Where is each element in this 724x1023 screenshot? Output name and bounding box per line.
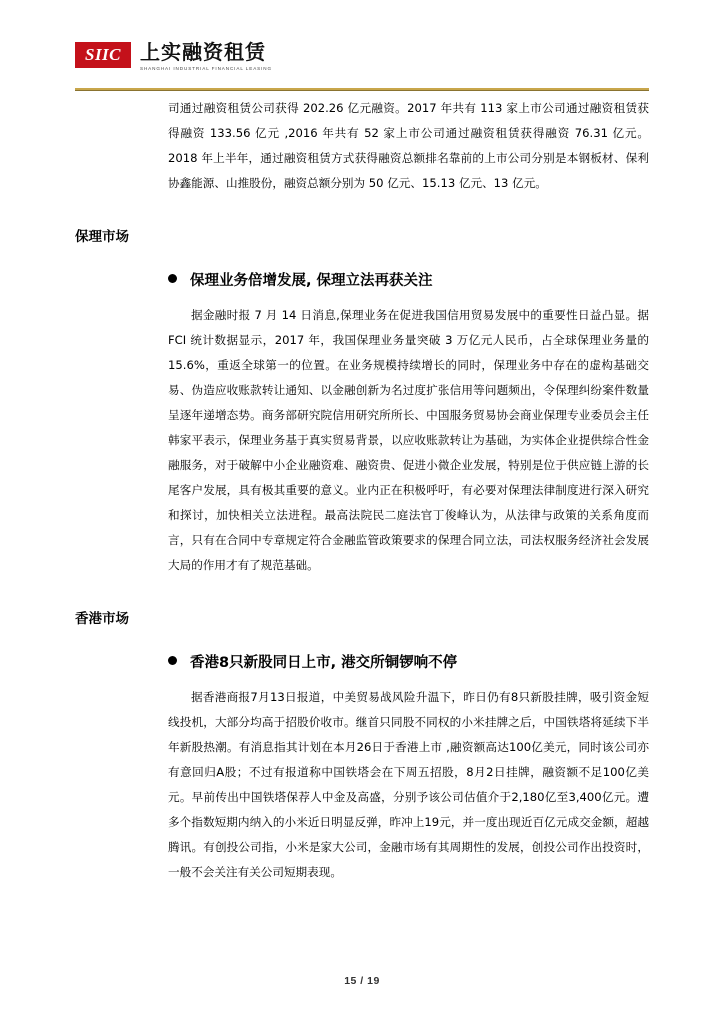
logo-chinese-name: 上实融资租赁: [140, 40, 266, 64]
page-header: [0, 0, 724, 92]
section-heading-hongkong: [168, 650, 649, 676]
bullet-icon: [168, 274, 177, 283]
section-heading-baoli: [168, 268, 649, 294]
page-footer: [0, 975, 724, 987]
logo-mark: SIIC: [75, 42, 131, 68]
section-title-hongkong: 香港市场: [75, 611, 129, 627]
intro-paragraph: 司通过融资租赁公司获得 202.26 亿元融资。2017 年共有 113 家上市公司通过融资租赁获得融资 133.56 亿元 ,2016 年共有 52 家上市公司通过融资租赁获得融资 76.31 亿元。2018 年上半年，通过融资租赁方式获得融资总额排名靠前的上市公司分别是本钢板材、保利协鑫能源、山推股份，融资总额分别为 50 亿元、15.13 亿元、13 亿元。: [168, 101, 649, 190]
section-heading-hongkong-text: 香港8只新股同日上市, 港交所铜锣响不停: [190, 655, 458, 671]
logo-text: [140, 42, 272, 73]
section-heading-baoli-text: 保理业务倍增发展, 保理立法再获关注: [190, 273, 433, 289]
section-paragraph-baoli: 据金融时报 7 月 14 日消息,保理业务在促进我国信用贸易发展中的重要性日益凸显。据 FCI 统计数据显示，2017 年，我国保理业务量突破 3 万亿元人民币，占全球保理业务量的 15.6%，重返全球第一的位置。在业务规模持续增长的同时，保理业务中存在的虚构基础交易、伪造应收账款转让通知、以金融创新为名过度扩张信用等问题频出，令保理纠纷案件数量呈逐年递增态势。商务部研究院信用研究所所长、中国服务贸易协会商业保理专业委员会主任韩家平表示，保理业务基于真实贸易背景，以应收账款转让为基础，为实体企业提供综合性金融服务，对于破解中小企业融资难、融资贵、促进小微企业发展，特别是位于供应链上游的长尾客户发展，具有极其重要的意义。业内正在积极呼吁，有必要对保理法律制度进行深入研究和探讨，加快相关立法进程。最高法院民二庭法官丁俊峰认为，从法律与政策的关系角度而言，只有在合同中专章规定符合金融监管政策要求的保理合同立法，司法权服务经济社会发展大局的作用才有了规范基础。: [168, 308, 649, 572]
bullet-icon: [168, 656, 177, 665]
section-paragraph-hongkong: 据香港商报7月13日报道，中美贸易战风险升温下，昨日仍有8只新股挂牌，吸引资金短线投机，大部分均高于招股价收市。继首只同股不同权的小米挂牌之后，中国铁塔将延续下半年新股热潮。有消息指其计划在本月26日于香港上市 ,融资额高达100亿美元，同时该公司亦有意回归A股；不过有报道称中国铁塔会在下周五招股，8月2日挂牌，融资额不足100亿美元。早前传出中国铁塔保荐人中金及高盛，分别予该公司估值介于2,180亿至3,400亿元。遭多个指数短期内纳入的小米近日明显反弹，昨冲上19元，并一度出现近百亿元成交金额，超越腾讯。有创投公司指，小米是家大公司，金融市场有其周期性的发展，创投公司作出投资时，一般不会关注有关公司短期表现。: [168, 690, 649, 879]
company-logo: [75, 42, 272, 73]
logo-english-name: SHANGHAI INDUSTRIAL FINANCIAL LEASING: [140, 66, 272, 71]
section-title-baoli: 保理市场: [75, 229, 129, 245]
page-content: [0, 96, 724, 885]
header-divider-shadow: [75, 90, 649, 91]
page-number: 15 / 19: [344, 975, 380, 987]
